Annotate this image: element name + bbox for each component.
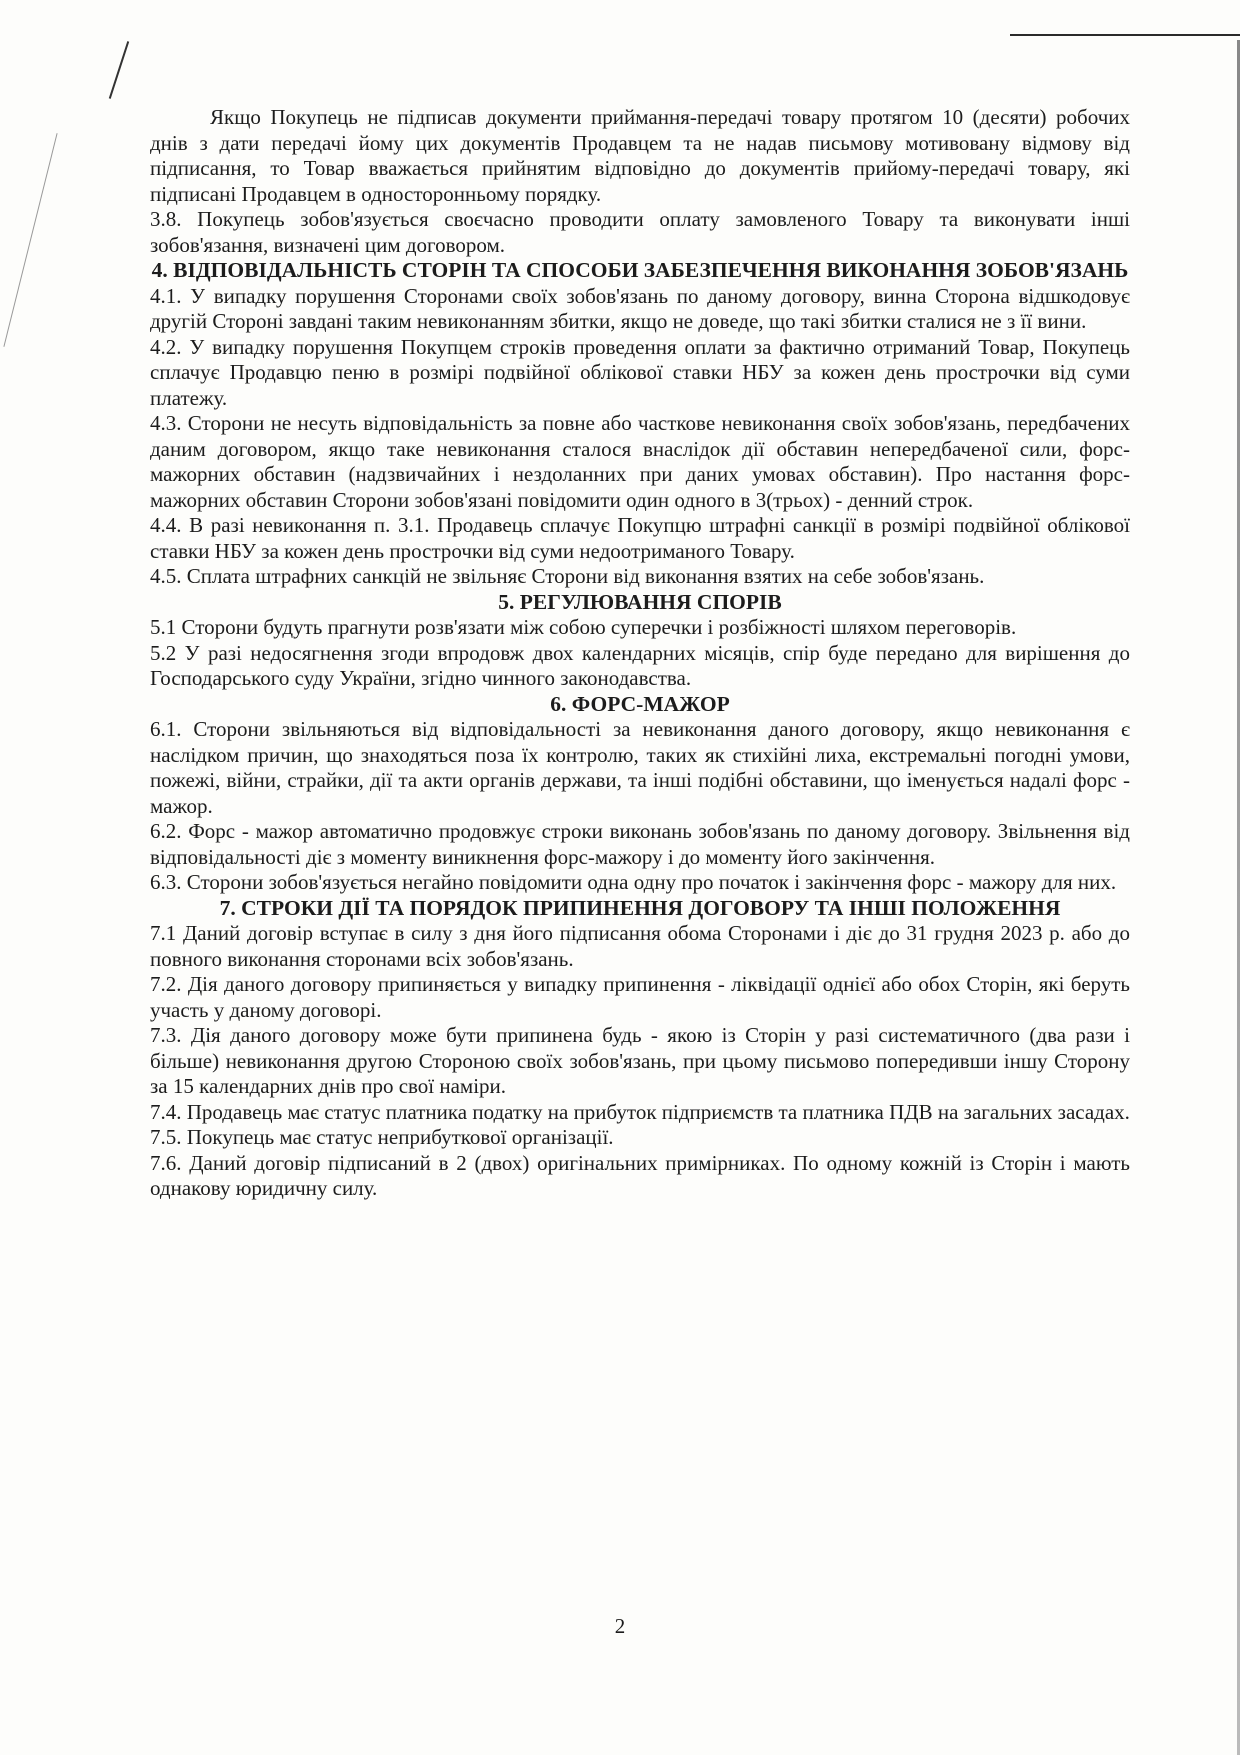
document-body: [150, 105, 1130, 1202]
clause-3-8: 3.8. Покупець зобов'язується своєчасно проводити оплату замовленого Товару та виконувати інші зобов'язання, визначені цим договором.: [150, 207, 1130, 257]
page-number: 2: [614, 1614, 626, 1638]
scan-artifact-mark: [3, 133, 57, 347]
clause-7-1: 7.1 Даний договір вступає в силу з дня його підписання обома Сторонами і діє до 31 грудня 2023 р. або до повного виконання сторонами всіх зобов'язань.: [150, 921, 1130, 971]
clause-6-3: 6.3. Сторони зобов'язується негайно повідомити одна одну про початок і закінчення форс - мажору для них.: [150, 870, 1117, 894]
clause-4-1: 4.1. У випадку порушення Сторонами своїх зобов'язань по даному договору, винна Сторона відшкодовує другій Стороні завдані таким невиконанням збитки, якщо не доведе, що такі збитки сталися не з її вини.: [150, 283, 1130, 333]
section-5-title: 5. РЕГУЛЮВАННЯ СПОРІВ: [498, 589, 782, 614]
section-7-title: 7. СТРОКИ ДІЇ ТА ПОРЯДОК ПРИПИНЕННЯ ДОГОВОРУ ТА ІНШІ ПОЛОЖЕННЯ: [219, 895, 1061, 920]
clause-7-2: 7.2. Дія даного договору припиняється у випадку припинення - ліквідації однієї або обох Сторін, які беруть участь у даному договорі.: [150, 972, 1130, 1022]
clause-4-5: 4.5. Сплата штрафних санкцій не звільняє Сторони від виконання взятих на себе зобов'язань.: [150, 564, 985, 588]
clause-7-4: 7.4. Продавець має статус платника податку на прибуток підприємств та платника ПДВ на загальних засадах.: [150, 1099, 1130, 1124]
clause-5-1: 5.1 Сторони будуть прагнути розв'язати між собою суперечки і розбіжності шляхом переговорів.: [150, 615, 1017, 639]
scan-artifact-line: [1010, 34, 1240, 36]
clause-7-5: 7.5. Покупець має статус неприбуткової організації.: [150, 1125, 614, 1149]
clause-6-2: 6.2. Форс - мажор автоматично продовжує строки виконань зобов'язань по даному договору. Звільнення від відповідальності діє з моменту виникнення форс-мажору і до моменту його закінчення.: [150, 819, 1130, 869]
clause-7-3: 7.3. Дія даного договору може бути припинена будь - якою із Сторін у разі систематичного (два рази і більше) невиконання другою Стороною своїх зобов'язань, при цьому письмово попередивши іншу Сторону за 15 календарних днів про свої наміри.: [150, 1023, 1130, 1098]
clause-4-3: 4.3. Сторони не несуть відповідальність за повне або часткове невиконання своїх зобов'язань, передбачених даним договором, якщо таке невиконання сталося внаслідок дії обставин непередбаченої сили, форс-мажорних обставин (надзвичайних і нездоланних при даних умовах обставин). Про настання форс-мажорних обставин Сторони зобов'язані повідомити один одного в 3(трьох) - денний строк.: [150, 411, 1130, 512]
clause-6-1: 6.1. Сторони звільняються від відповідальності за невиконання даного договору, якщо невиконання є наслідком причин, що знаходяться поза їх контролю, таких як стихійні лиха, екстремальні погодні умови, пожежі, війни, страйки, дії та акти органів держави, та інші подібні обставини, що іменується надалі форс - мажор.: [150, 717, 1130, 818]
intro-paragraph: Якщо Покупець не підписав документи приймання-передачі товару протягом 10 (десяти) робочих днів з дати передачі йому цих документів Продавцем та не надав письмову мотивовану відмову від підписання, то Товар вважається прийнятим відповідно до документів прийому-передачі товару, які підписані Продавцем в односторонньому порядку.: [150, 105, 1130, 206]
clause-5-2: 5.2 У разі недосягнення згоди впродовж двох календарних місяців, спір буде передано для вирішення до Господарського суду України, згідно чинного законодавства.: [150, 640, 1130, 690]
clause-7-6: 7.6. Даний договір підписаний в 2 (двох) оригінальних примірниках. По одному кожній із Сторін і мають однакову юридичну силу.: [150, 1150, 1130, 1200]
scan-artifact-mark: [109, 41, 129, 99]
section-6-title: 6. ФОРС-МАЖОР: [550, 691, 730, 716]
clause-4-2: 4.2. У випадку порушення Покупцем строків проведення оплати за фактично отриманий Товар, Покупець сплачує Продавцю пеню в розмірі подвійної облікової ставки НБУ за кожен день прострочки від суми платежу.: [150, 334, 1130, 410]
section-4-title: 4. ВІДПОВІДАЛЬНІСТЬ СТОРІН ТА СПОСОБИ ЗАБЕЗПЕЧЕННЯ ВИКОНАННЯ ЗОБОВ'ЯЗАНЬ: [151, 258, 1129, 282]
clause-4-4: 4.4. В разі невиконання п. 3.1. Продавець сплачує Покупцю штрафні санкції в розмірі подвійної облікової ставки НБУ за кожен день прострочки від суми недоотриманого Товару.: [150, 513, 1130, 563]
